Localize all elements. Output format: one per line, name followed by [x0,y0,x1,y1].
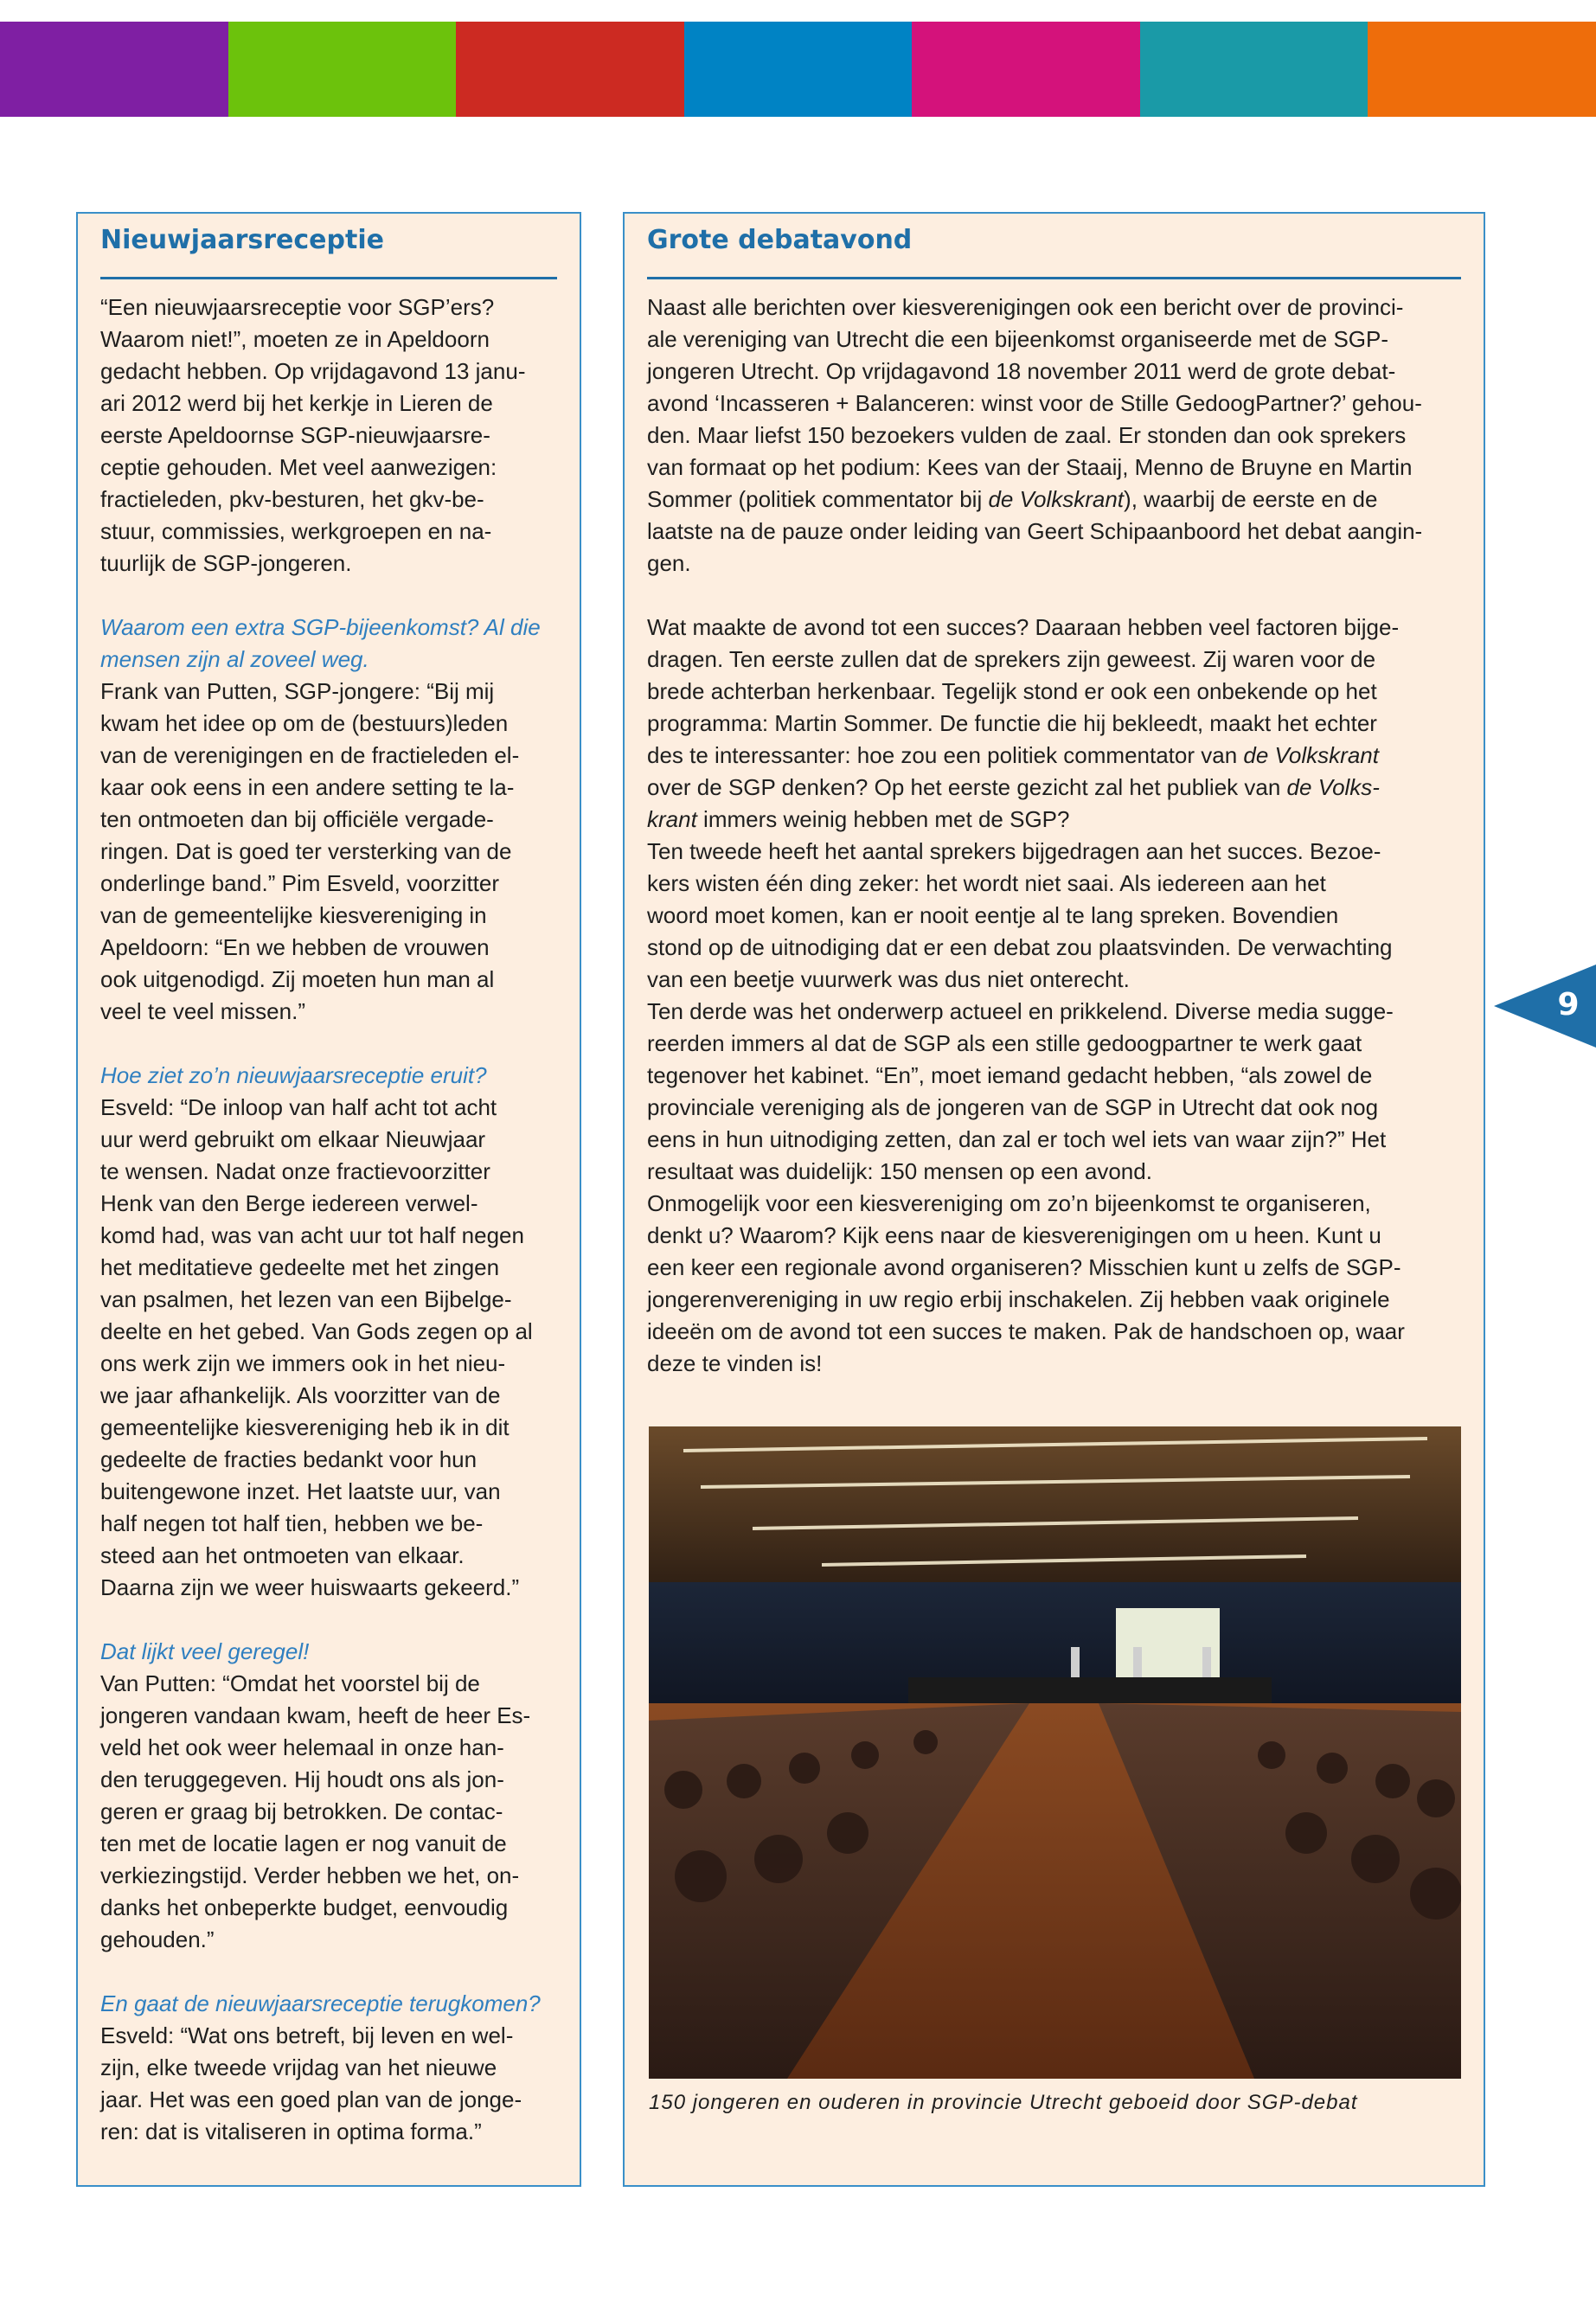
text-line: Apeldoorn: “En we hebben de vrouwen [100,934,490,960]
text-line: van de gemeentelijke kiesvereniging in [100,902,487,928]
color-bar [0,22,1596,117]
text-line [647,740,1461,772]
text-line: Waarom niet!”, moeten ze in Apeldoorn [100,326,490,352]
text-line: mensen zijn al zoveel weg. [100,646,369,672]
text-line: provinciale vereniging als de jongeren van de SGP in Utrecht dat ook nog [647,1094,1379,1120]
text-line: ari 2012 werd bij het kerkje in Lieren de [100,390,493,416]
text-line: van psalmen, het lezen van een Bijbelge- [100,1286,512,1312]
text-line: veld het ook weer helemaal in onze han- [100,1734,504,1760]
text-line: van formaat op het podium: Kees van der Staaij, Menno de Bruyne en Martin [647,454,1413,480]
text-line: En gaat de nieuwjaarsreceptie terugkomen? [100,1990,541,2016]
text-line: Onmogelijk voor een kiesvereniging om zo’n bijeenkomst te organiseren, [647,1190,1371,1216]
text-line: avond ‘Incasseren + Balanceren: winst voor de Stille GedoogPartner?’ gehou- [647,390,1422,416]
text-line: ten met de locatie lagen er nog vanuit de [100,1830,507,1856]
text-line: eens in hun uitnodiging zetten, dan zal er toch wel iets van waar zijn?” Het [647,1126,1387,1152]
text-line: den teruggegeven. Hij houdt ons als jon- [100,1766,504,1792]
newspaper-name: krant [647,806,697,832]
text-line: fractieleden, pkv-besturen, het gkv-be- [100,486,484,512]
text-line: kwam het idee op om de (bestuurs)leden [100,710,509,736]
text-line [647,772,1461,804]
answer-1 [100,676,557,1028]
question-2 [100,1060,557,1092]
text-line: jongeren Utrecht. Op vrijdagavond 18 november 2011 werd de grote debat- [647,358,1396,384]
text-line: Waarom een extra SGP-bijeenkomst? Al die [100,614,541,640]
color-segment-magenta [912,22,1140,117]
color-segment-purple [0,22,228,117]
text-line: danks het onbeperkte budget, eenvoudig [100,1894,509,1920]
text-line: ten ontmoeten dan bij officiële vergade- [100,806,494,832]
text-line: Esveld: “De inloop van half acht tot acht [100,1094,497,1120]
color-segment-blue [684,22,913,117]
text-fragment: Sommer (politiek commentator bij [647,486,989,512]
text-line: programma: Martin Sommer. De functie die hij bekleedt, maakt het echter [647,710,1377,736]
text-line: geren er graag bij betrokken. De contac- [100,1798,503,1824]
debate-hall-illustration [649,1426,1461,2079]
text-line: eerste Apeldoornse SGP-nieuwjaarsre- [100,422,490,448]
text-line: Daarna zijn we weer huiswaarts gekeerd.” [100,1574,520,1600]
article-title: Grote debatavond [647,225,913,255]
article-nieuwjaarsreceptie [76,212,581,2187]
text-line: uur werd gebruikt om elkaar Nieuwjaar [100,1126,486,1152]
article-body [100,292,557,2148]
text-line [647,804,1461,836]
text-line: stuur, commissies, werkgroepen en na- [100,518,492,544]
text-line: we jaar afhankelijk. Als voorzitter van de [100,1382,501,1408]
text-line: gedeelte de fracties bedankt voor hun [100,1446,478,1472]
text-line: ale vereniging van Utrecht die een bijeenkomst organiseerde met de SGP- [647,326,1389,352]
text-line: onderlinge band.” Pim Esveld, voorzitter [100,870,500,896]
text-line: deelte en het gebed. Van Gods zegen op al [100,1318,533,1344]
text-line: ook uitgenodigd. Zij moeten hun man al [100,966,495,992]
color-segment-red [456,22,684,117]
title-rule [647,277,1461,279]
text-line: woord moet komen, kan er nooit eentje al te lang spreken. Bovendien [647,902,1339,928]
text-line: Esveld: “Wat ons betreft, bij leven en wel- [100,2022,514,2048]
text-line: reerden immers al dat de SGP als een stille gedoogpartner te werk gaat [647,1030,1362,1056]
text-line: een keer een regionale avond organiseren? Misschien kunt u zelfs de SGP- [647,1254,1401,1280]
text-line: “Een nieuwjaarsreceptie voor SGP’ers? [100,294,495,320]
text-line: Hoe ziet zo’n nieuwjaarsreceptie eruit? [100,1062,487,1088]
text-line: te wensen. Nadat onze fractievoorzitter [100,1158,490,1184]
text-line: van een beetje vuurwerk was dus niet onterecht. [647,966,1130,992]
text-fragment: des te interessanter: hoe zou een politiek commentator van [647,742,1244,768]
text-line: half negen tot half tien, hebben we be- [100,1510,484,1536]
text-line: Naast alle berichten over kiesverenigingen ook een bericht over de provinci- [647,294,1404,320]
text-line: komd had, was van acht uur tot half negen [100,1222,524,1248]
text-line [647,484,1461,516]
color-segment-teal [1140,22,1368,117]
debate-audience-photo [649,1426,1461,2079]
color-segment-green [228,22,457,117]
text-line: kaar ook eens in een andere setting te la- [100,774,515,800]
text-line: van de verenigingen en de fractieleden el- [100,742,520,768]
text-line: Wat maakte de avond tot een succes? Daaraan hebben veel factoren bijge- [647,614,1400,640]
text-fragment: immers weinig hebben met de SGP? [696,806,1070,832]
text-line: Frank van Putten, SGP-jongere: “Bij mij [100,678,495,704]
text-line: buitengewone inzet. Het laatste uur, van [100,1478,501,1504]
text-line: resultaat was duidelijk: 150 mensen op een avond. [647,1158,1152,1184]
text-line: Van Putten: “Omdat het voorstel bij de [100,1670,480,1696]
question-1 [100,612,557,676]
text-line: Ten tweede heeft het aantal sprekers bijgedragen aan het succes. Bezoe- [647,838,1381,864]
newspaper-name: de Volkskrant [988,486,1125,512]
article-title: Nieuwjaarsreceptie [100,225,384,255]
color-segment-orange [1368,22,1596,117]
text-line: ceptie gehouden. Met veel aanwezigen: [100,454,497,480]
text-line: ren: dat is vitaliseren in optima forma.” [100,2118,482,2144]
text-line: veel te veel missen.” [100,998,305,1024]
text-line: den. Maar liefst 150 bezoekers vulden de zaal. Er stonden dan ook sprekers [647,422,1407,448]
text-line: gedacht hebben. Op vrijdagavond 13 janu- [100,358,526,384]
paragraph-2 [647,612,1461,1380]
text-line: gemeentelijke kiesvereniging heb ik in dit [100,1414,510,1440]
text-line: laatste na de pauze onder leiding van Geert Schipaanboord het debat aangin- [647,518,1423,544]
intro-paragraph [100,292,557,580]
text-line: steed aan het ontmoeten van elkaar. [100,1542,465,1568]
question-4 [100,1988,557,2020]
newspaper-name: de Volks- [1286,774,1380,800]
text-line: kers wisten één ding zeker: het wordt niet saai. Als iedereen aan het [647,870,1326,896]
text-line: Henk van den Berge iedereen verwel- [100,1190,478,1216]
text-line: gen. [647,550,691,576]
page-number-tab [1494,965,1596,1048]
text-line: jaar. Het was een goed plan van de jonge- [100,2086,522,2112]
text-line: het meditatieve gedeelte met het zingen [100,1254,500,1280]
text-line: stond op de uitnodiging dat er een debat zou plaatsvinden. De verwachting [647,934,1393,960]
text-line: brede achterban herkenbaar. Tegelijk stond er ook een onbekende op het [647,678,1377,704]
newspaper-name: de Volkskrant [1243,742,1379,768]
text-line: tuurlijk de SGP-jongeren. [100,550,352,576]
text-line: ideeën om de avond tot een succes te maken. Pak de handschoen op, waar [647,1318,1405,1344]
text-line: denkt u? Waarom? Kijk eens naar de kiesverenigingen om u heen. Kunt u [647,1222,1381,1248]
text-line: gehouden.” [100,1926,215,1952]
text-line: Ten derde was het onderwerp actueel en prikkelend. Diverse media sugge- [647,998,1394,1024]
text-line: jongeren vandaan kwam, heeft de heer Es- [100,1702,531,1728]
question-3 [100,1636,557,1668]
article-grote-debatavond [623,212,1485,2187]
text-line: verkiezingstijd. Verder hebben we het, on- [100,1862,520,1888]
text-line: Dat lijkt veel geregel! [100,1638,310,1664]
text-line: ringen. Dat is goed ter versterking van de [100,838,512,864]
text-line: tegenover het kabinet. “En”, moet iemand gedacht hebben, “als zowel de [647,1062,1373,1088]
paragraph-1 [647,292,1461,580]
text-line: ons werk zijn we immers ook in het nieu- [100,1350,506,1376]
text-line: dragen. Ten eerste zullen dat de sprekers zijn geweest. Zij waren voor de [647,646,1376,672]
photo-caption: 150 jongeren en ouderen in provincie Utrecht geboeid door SGP-debat [649,2091,1358,2114]
page-number: 9 [1557,987,1580,1022]
answer-3 [100,1668,557,1956]
text-fragment: over de SGP denken? Op het eerste gezicht zal het publiek van [647,774,1287,800]
text-fragment: ), waarbij de eerste en de [1124,486,1378,512]
text-line: jongerenvereniging in uw regio erbij inschakelen. Zij hebben vaak originele [647,1286,1390,1312]
answer-2 [100,1092,557,1604]
article-body [647,292,1461,1380]
title-rule [100,277,557,279]
answer-4 [100,2020,557,2148]
text-line: deze te vinden is! [647,1350,823,1376]
text-line: zijn, elke tweede vrijdag van het nieuwe [100,2054,497,2080]
